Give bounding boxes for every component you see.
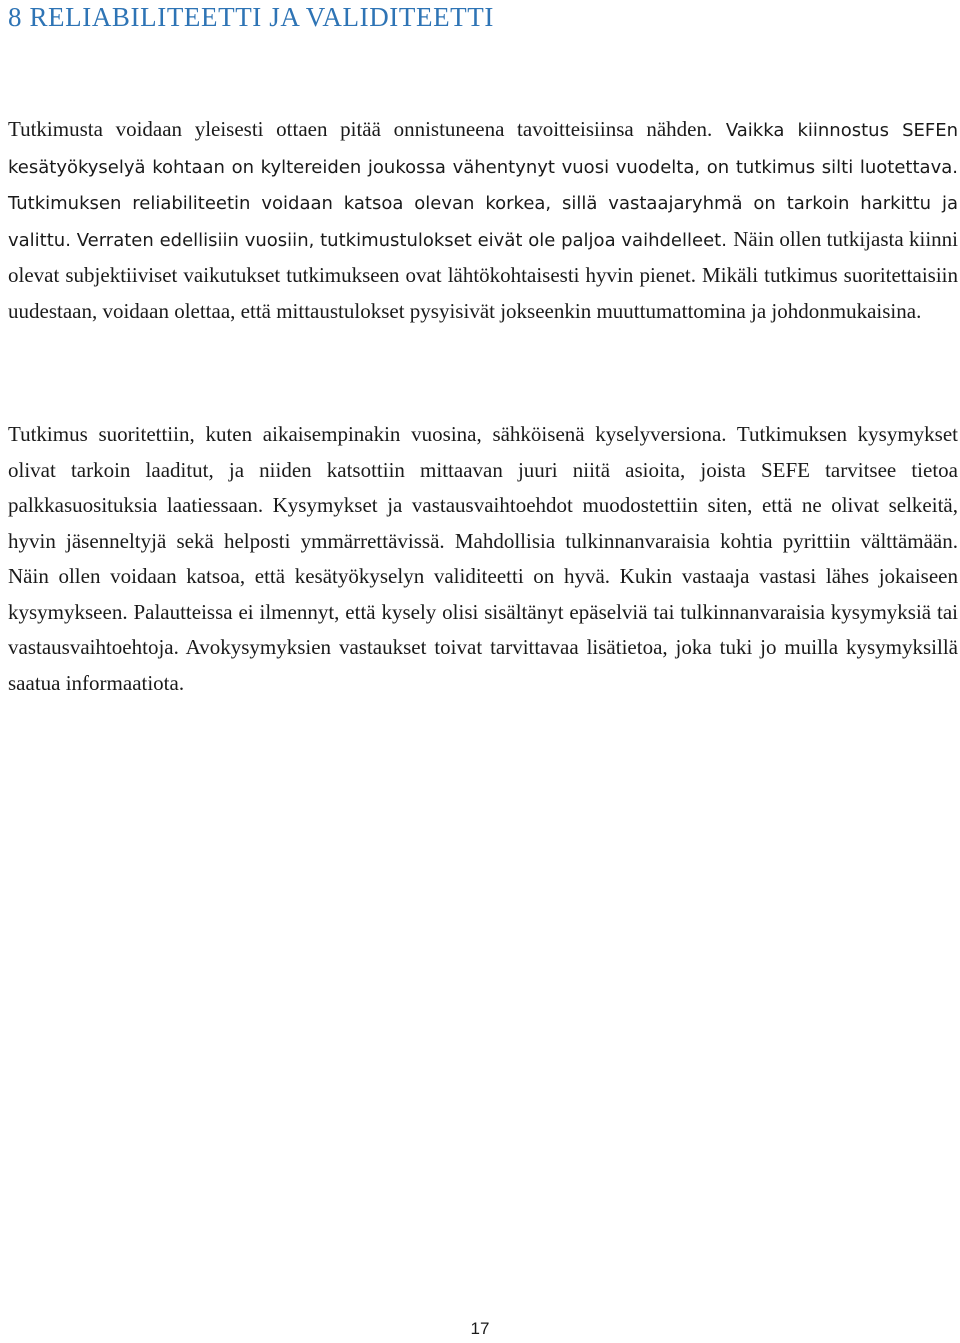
paragraph-reliability-sentence-2: Vaikka kiinnostus SEFEn kesätyökyselyä kohtaan on kyltereiden joukossa vähentynyt vuosi vuodelta, on tutkimus silti luotettava. Tutkimuksen reliabiliteetin voidaan katsoa olevan korkea, sillä vastaajaryhmä on tarkoin harkittu ja valittu. Verraten edellisiin vuosiin, tutkimustulokset eivät ole paljoa vaihdelleet. xyxy=(8,120,959,251)
paragraph-reliability-sentence-1: Tutkimusta voidaan yleisesti ottaen pitää onnistuneena tavoitteisiinsa nähden. xyxy=(8,117,713,141)
page-number: 17 xyxy=(470,1319,490,1338)
paragraph-reliability xyxy=(8,112,958,329)
section-heading: 8 RELIABILITEETTI JA VALIDITEETTI xyxy=(8,2,494,32)
paragraph-reliability-sentence-3: Näin ollen tutkijasta kiinni olevat subjektiiviset vaikutukset tutkimukseen ovat lähtökohtaisesti hyvin pienet. Mikäli tutkimus suoritettaisiin uudestaan, voidaan olettaa, että mittaustulokset pysyisivät jokseenkin muuttumattomina ja johdonmukaisina. xyxy=(8,226,958,323)
paragraph-validity: Tutkimus suoritettiin, kuten aikaisempinakin vuosina, sähköisenä kyselyversiona. Tutkimuksen kysymykset olivat tarkoin laaditut, ja niiden katsottiin mittaavan juuri niitä asioita, joista SEFE tarvitsee tietoa palkkasuosituksia laatiessaan. Kysymykset ja vastausvaihtoehdot muodostettiin siten, että ne olivat selkeitä, hyvin jäsenneltyjä sekä helposti ymmärrettävissä. Mahdollisia tulkinnanvaraisia kohtia pyrittiin välttämään. Näin ollen voidaan katsoa, että kesätyökyselyn validiteetti on hyvä. Kukin vastaaja vastasi lähes jokaiseen kysymykseen. Palautteissa ei ilmennyt, että kysely olisi sisältänyt epäselviä tai tulkinnanvaraisia kysymyksiä tai vastausvaihtoehtoja. Avokysymyksien vastaukset toivat tarvittavaa lisätietoa, joka tuki jo muilla kysymyksillä saatua informaatiota. xyxy=(8,422,958,695)
